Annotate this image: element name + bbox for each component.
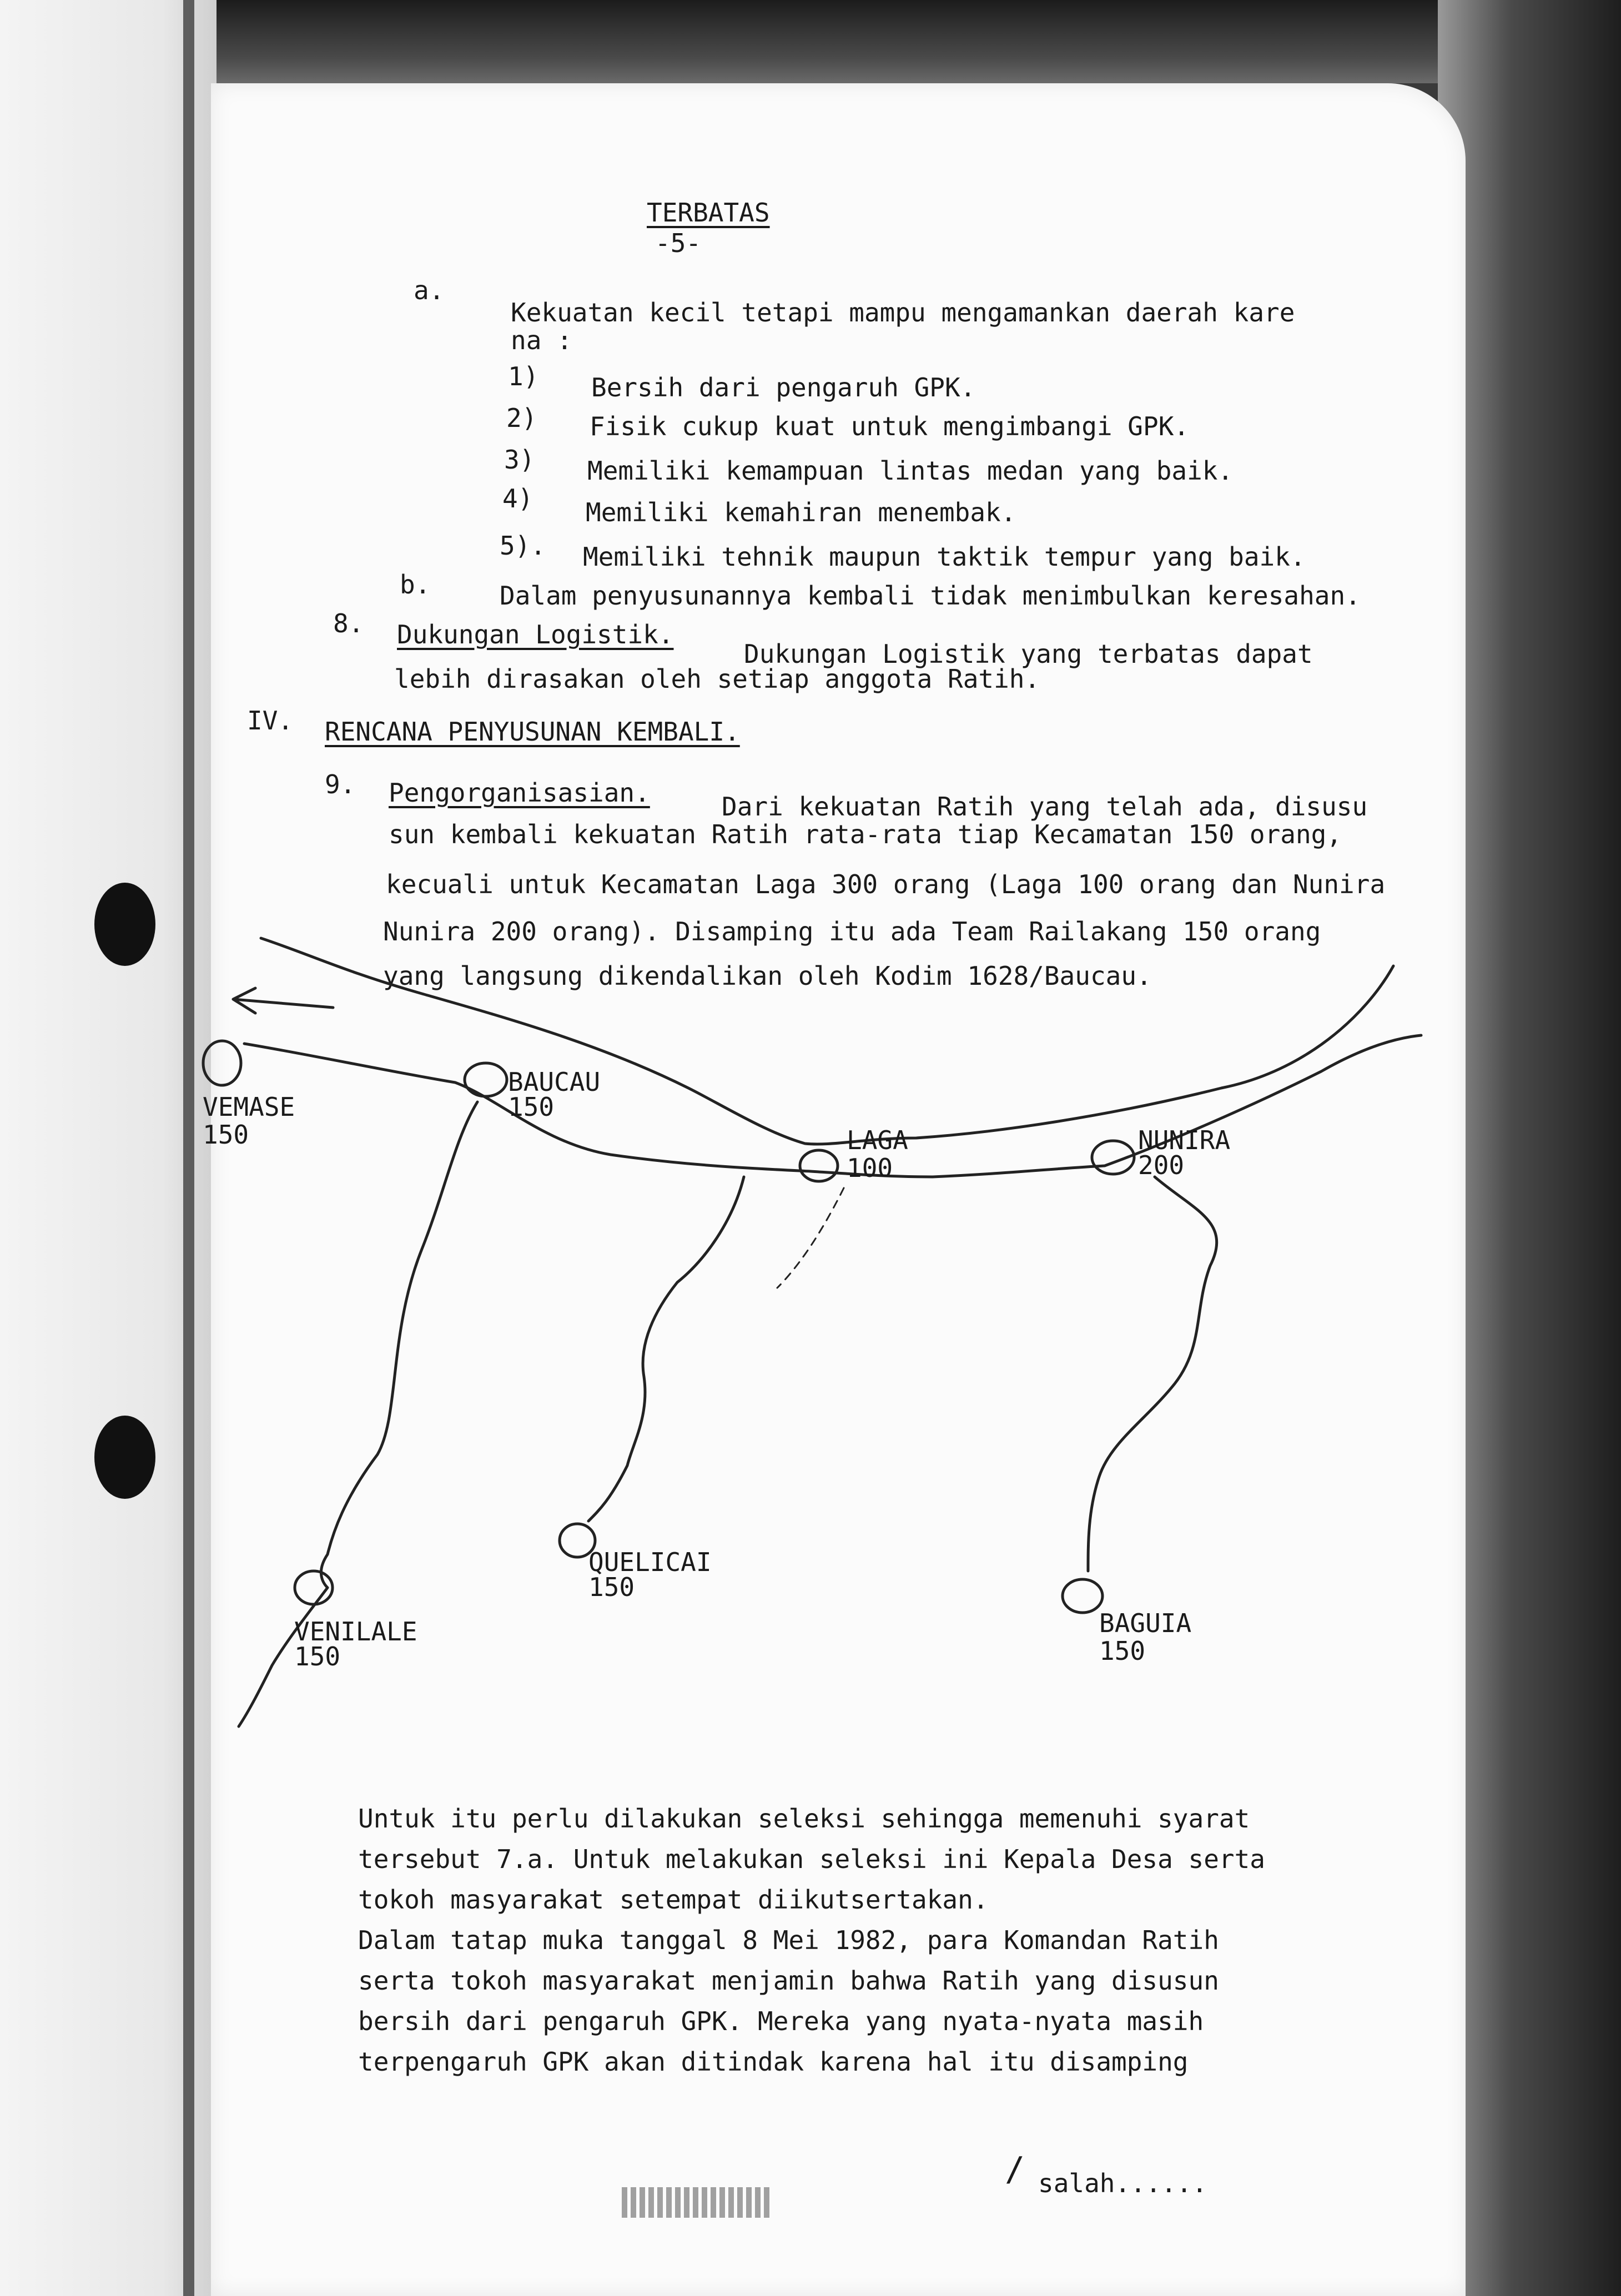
town-marker-baucau: [465, 1063, 507, 1096]
section-b-text: Dalam penyusunannya kembali tidak menimbulkan keresahan.: [500, 581, 1361, 611]
coastline: [261, 938, 1393, 1144]
place-count: 150: [1099, 1636, 1146, 1666]
continuation-mark: /: [1005, 2150, 1025, 2189]
paragraph-line: serta tokoh masyarakat menjamin bahwa Ratih yang disusun: [358, 1966, 1219, 1996]
section-b-label: b.: [400, 570, 431, 600]
place-count: 150: [508, 1092, 555, 1122]
binder-ring-hole: [94, 883, 155, 966]
page-number: -5-: [655, 228, 702, 258]
binder-edge: [183, 0, 194, 2296]
chapter-number: IV.: [247, 706, 294, 736]
track: [777, 1188, 844, 1288]
place-count: 150: [203, 1120, 249, 1150]
road-nunira-baguia: [1088, 1177, 1217, 1571]
scan-top-shadow: [0, 0, 1621, 83]
direction-arrow: [233, 988, 333, 1013]
place-name: VENILALE: [294, 1617, 417, 1647]
list-item-text: Memiliki kemampuan lintas medan yang baik.: [587, 456, 1234, 486]
binder-ring-hole: [94, 1416, 155, 1499]
item-9-text-cont: kecuali untuk Kecamatan Laga 300 orang (Laga 100 orang dan Nunira: [386, 869, 1386, 899]
district-sketch-map: [203, 944, 1466, 1749]
place-count: 100: [847, 1153, 893, 1183]
item-8-text-cont: lebih dirasakan oleh setiap anggota Ratih.: [394, 664, 1040, 694]
list-item-text: Memiliki kemahiran menembak.: [586, 497, 1016, 527]
classification-header: TERBATAS: [647, 198, 770, 228]
item-8-number: 8.: [333, 608, 364, 638]
section-a-text: Kekuatan kecil tetapi mampu mengamankan daerah kare: [511, 298, 1295, 328]
town-marker-baguia: [1063, 1579, 1103, 1613]
item-9-text-cont: Nunira 200 orang). Disamping itu ada Team Railakang 150 orang: [383, 917, 1321, 946]
paragraph-line: terpengaruh GPK akan ditindak karena hal itu disamping: [358, 2047, 1189, 2077]
paragraph-line: Dalam tatap muka tanggal 8 Mei 1982, para Komandan Ratih: [358, 1925, 1219, 1955]
paragraph-line: tersebut 7.a. Untuk melakukan seleksi ini Kepala Desa serta: [358, 1844, 1265, 1874]
list-item-number: 1): [508, 361, 539, 391]
closing-paragraph: [358, 1799, 1265, 2082]
place-name: BAUCAU: [508, 1067, 601, 1097]
item-9-text-cont: sun kembali kekuatan Ratih rata-rata tiap Kecamatan 150 orang,: [389, 819, 1342, 849]
list-item-text: Fisik cukup kuat untuk mengimbangi GPK.: [590, 411, 1190, 441]
place-count: 150: [294, 1642, 341, 1671]
place-name: LAGA: [847, 1125, 908, 1155]
list-item-text: Memiliki tehnik maupun taktik tempur yang baik.: [583, 542, 1306, 572]
paragraph-line: bersih dari pengaruh GPK. Mereka yang nyata-nyata masih: [358, 2006, 1204, 2036]
item-9-text-cont: yang langsung dikendalikan oleh Kodim 1628/Baucau.: [383, 961, 1152, 991]
chapter-title: RENCANA PENYUSUNAN KEMBALI.: [325, 717, 740, 747]
place-name: VEMASE: [203, 1092, 295, 1122]
section-a-text-cont: na :: [511, 325, 572, 355]
town-marker-laga: [800, 1150, 838, 1181]
place-name: BAGUIA: [1099, 1608, 1192, 1638]
item-9-number: 9.: [325, 769, 356, 799]
list-item-number: 2): [506, 403, 537, 433]
list-item-number: 3): [504, 445, 535, 475]
paragraph-line: Untuk itu perlu dilakukan seleksi sehingga memenuhi syarat: [358, 1804, 1250, 1834]
place-count: 150: [588, 1572, 635, 1602]
list-item-number: 4): [502, 484, 533, 513]
item-8-heading: Dukungan Logistik.: [397, 620, 674, 649]
paragraph-line: tokoh masyarakat setempat diikutsertakan.: [358, 1885, 989, 1915]
item-9-text: Dari kekuatan Ratih yang telah ada, disusu: [722, 792, 1368, 822]
place-name: NUNIRA: [1138, 1125, 1231, 1155]
continuation-text: salah......: [1038, 2168, 1207, 2198]
section-a-label: a.: [414, 275, 445, 305]
item-8-text: Dukungan Logistik yang terbatas dapat: [744, 639, 1313, 669]
list-item-text: Bersih dari pengaruh GPK.: [591, 372, 976, 402]
place-name: QUELICAI: [588, 1547, 712, 1577]
footer-classification-stamp: [622, 2187, 772, 2218]
list-item-number: 5).: [500, 531, 546, 561]
item-9-heading: Pengorganisasian.: [389, 778, 650, 808]
place-count: 200: [1138, 1150, 1185, 1180]
road-laga-quelicai: [588, 1177, 744, 1521]
